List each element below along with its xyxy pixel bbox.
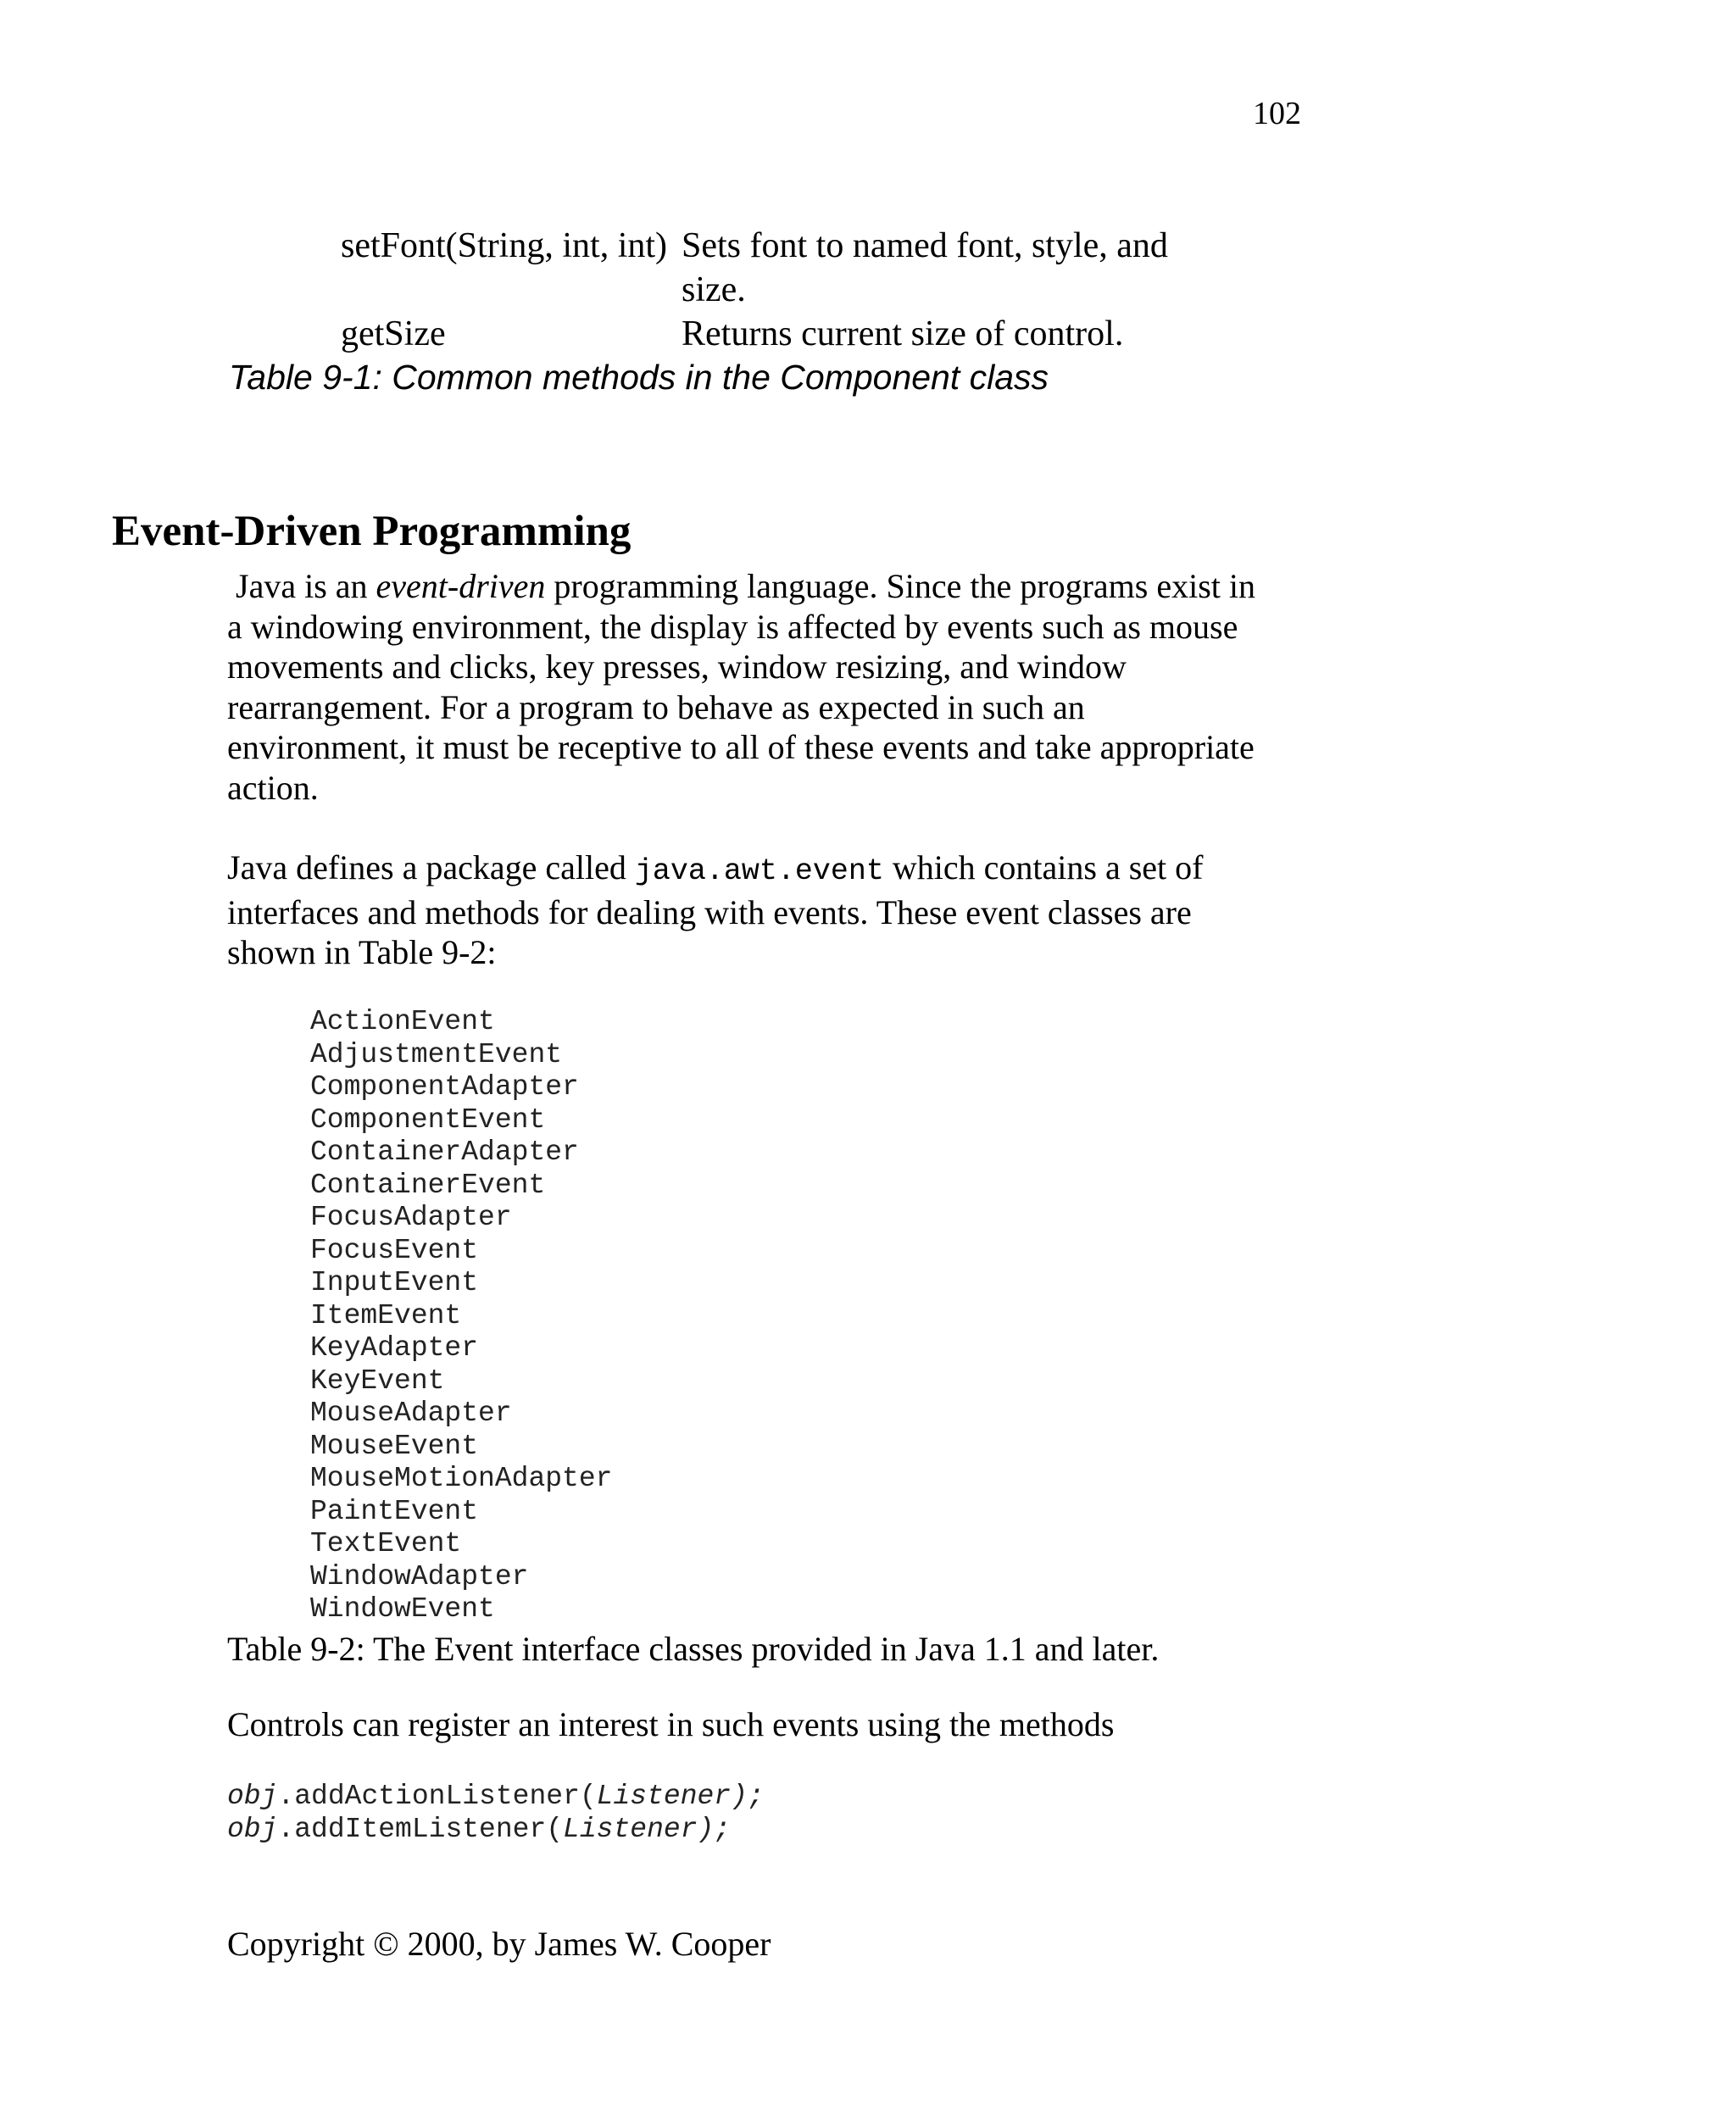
code-block	[227, 1780, 765, 1846]
code-method: .addActionListener(	[277, 1781, 597, 1812]
table-method-description: Sets font to named font, style, and	[682, 226, 1168, 265]
page-number: 102	[1253, 96, 1301, 131]
paragraph-line: shown in Table 9-2:	[227, 933, 497, 971]
emphasis-text: event-driven	[376, 567, 546, 605]
table-method-description-continued: size.	[682, 270, 746, 309]
intro-paragraph	[227, 566, 1329, 808]
list-item: MouseMotionAdapter	[310, 1463, 613, 1494]
code-argument: Listener);	[563, 1814, 732, 1845]
list-item: MouseAdapter	[310, 1398, 512, 1429]
list-item: MouseEvent	[310, 1430, 479, 1462]
code-line	[227, 1780, 765, 1813]
list-item: WindowAdapter	[310, 1560, 529, 1592]
paragraph-text: Java defines a package called	[227, 848, 635, 886]
copyright-notice: Copyright © 2000, by James W. Cooper	[227, 1925, 771, 1963]
paragraph-line	[227, 848, 1329, 892]
paragraph-line: rearrangement. For a program to behave as expected in such an	[227, 687, 1085, 726]
table-9-2-caption: Table 9-2: The Event interface classes provided in Java 1.1 and later.	[227, 1630, 1160, 1668]
code-object: obj	[227, 1814, 278, 1845]
list-item: ActionEvent	[310, 1006, 495, 1037]
listener-paragraph: Controls can register an interest in such events using the methods	[227, 1705, 1115, 1743]
table-method-name: setFont(String, int, int)	[341, 226, 668, 265]
paragraph-line	[227, 566, 1329, 607]
paragraph-line: movements and clicks, key presses, window resizing, and window	[227, 647, 1127, 686]
list-item: ContainerEvent	[310, 1169, 546, 1201]
code-object: obj	[227, 1781, 278, 1812]
event-class-list	[310, 1006, 612, 1626]
list-item: ComponentAdapter	[310, 1071, 579, 1103]
paragraph-text: programming language. Since the programs exist in	[545, 567, 1255, 605]
package-paragraph	[227, 848, 1329, 973]
list-item: KeyAdapter	[310, 1332, 479, 1364]
table-9-1-caption: Table 9-1: Common methods in the Component class	[229, 358, 1049, 397]
table-method-name: getSize	[341, 314, 446, 353]
paragraph-line: a windowing environment, the display is affected by events such as mouse	[227, 607, 1238, 646]
code-method: .addItemListener(	[277, 1814, 564, 1845]
list-item: ComponentEvent	[310, 1103, 546, 1136]
paragraph-line: interfaces and methods for dealing with events. These event classes are	[227, 892, 1192, 931]
list-item: PaintEvent	[310, 1495, 479, 1527]
paragraph-text: Java is an	[227, 567, 376, 605]
list-item: WindowEvent	[310, 1593, 495, 1625]
paragraph-text: which contains a set of	[883, 848, 1204, 886]
section-heading: Event-Driven Programming	[112, 508, 632, 555]
list-item: KeyEvent	[310, 1364, 445, 1397]
list-item: ContainerAdapter	[310, 1137, 579, 1168]
paragraph-line: environment, it must be receptive to all of these events and take appropriate	[227, 728, 1255, 766]
table-method-description: Returns current size of control.	[682, 314, 1124, 353]
list-item: FocusEvent	[310, 1234, 479, 1266]
list-item: InputEvent	[310, 1267, 479, 1298]
code-line	[227, 1813, 765, 1846]
paragraph-line: action.	[227, 768, 319, 807]
code-argument: Listener);	[596, 1781, 765, 1812]
list-item: TextEvent	[310, 1528, 462, 1559]
inline-code: java.awt.event	[634, 854, 884, 888]
list-item: FocusAdapter	[310, 1202, 512, 1233]
list-item: AdjustmentEvent	[310, 1038, 563, 1070]
list-item: ItemEvent	[310, 1299, 462, 1331]
